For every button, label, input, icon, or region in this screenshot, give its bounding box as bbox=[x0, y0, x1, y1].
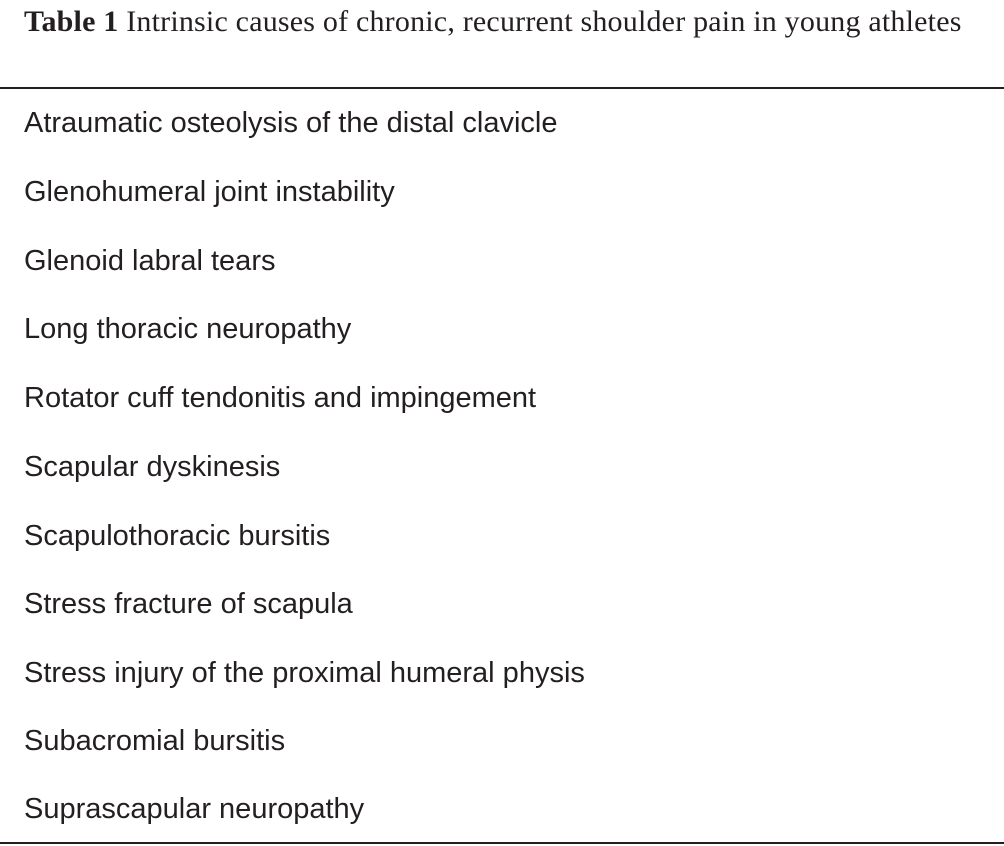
table-row: Scapular dyskinesis bbox=[24, 451, 281, 483]
table-body bbox=[0, 89, 1004, 842]
table-row: Stress injury of the proximal humeral physis bbox=[24, 657, 585, 689]
table-caption bbox=[24, 0, 980, 43]
table-row: Atraumatic osteolysis of the distal clavicle bbox=[24, 107, 558, 139]
table-row: Scapulothoracic bursitis bbox=[24, 520, 331, 552]
table-row: Suprascapular neuropathy bbox=[24, 793, 365, 825]
table-row: Glenoid labral tears bbox=[24, 245, 276, 277]
table-row: Glenohumeral joint instability bbox=[24, 176, 395, 208]
table-row: Rotator cuff tendonitis and impingement bbox=[24, 382, 537, 414]
table-row: Subacromial bursitis bbox=[24, 725, 286, 757]
table-row: Stress fracture of scapula bbox=[24, 588, 353, 620]
table-bottom-rule bbox=[0, 842, 1004, 844]
table-title: Intrinsic causes of chronic, recurrent shoulder pain in young athletes bbox=[126, 5, 962, 38]
table-label: Table 1 bbox=[24, 5, 119, 38]
table-row: Long thoracic neuropathy bbox=[24, 313, 352, 345]
